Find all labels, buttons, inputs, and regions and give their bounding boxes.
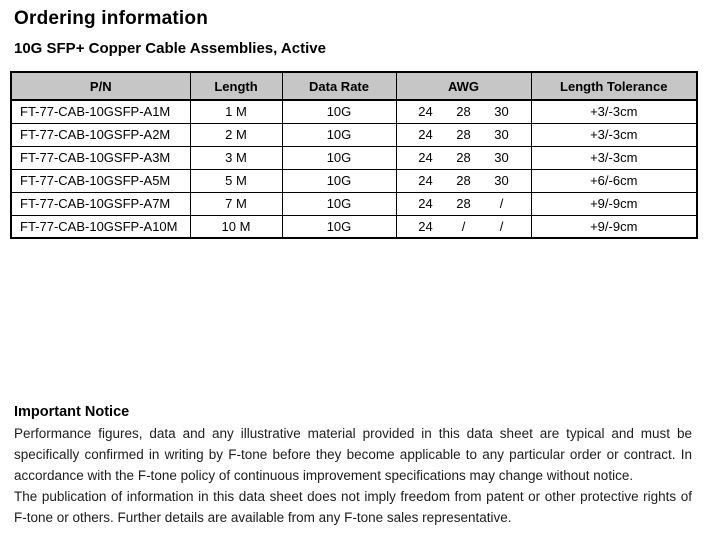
- awg-value: /: [499, 196, 504, 211]
- important-notice-heading: Important Notice: [14, 404, 130, 420]
- length-tolerance-cell: +3/-3cm: [531, 100, 697, 123]
- awg-value: /: [461, 218, 466, 234]
- awg-value: 24: [418, 218, 433, 234]
- pn-cell: FT-77-CAB-10GSFP-A2M: [11, 123, 190, 146]
- page-title: Ordering information: [14, 8, 208, 29]
- length-cell: 3 M: [190, 146, 282, 169]
- length-cell: 10 M: [190, 215, 282, 238]
- col-header-pn: P/N: [11, 72, 190, 100]
- ordering-table-header: [11, 72, 697, 100]
- awg-cell: [396, 100, 531, 123]
- awg-value: 30: [494, 127, 509, 142]
- length-tolerance-cell: +6/-6cm: [531, 169, 697, 192]
- table-row: [11, 169, 697, 192]
- important-notice-section: [14, 404, 692, 528]
- awg-cell: [396, 123, 531, 146]
- col-header-length: Length: [190, 72, 282, 100]
- notice-paragraph: The publication of information in this data sheet does not imply freedom from patent or other protective rights of F-tone or others. Further details are available from any F-tone sales representative.: [14, 489, 692, 525]
- awg-value: 30: [494, 173, 509, 188]
- awg-value: 24: [418, 150, 433, 165]
- data-rate-cell: 10G: [282, 215, 396, 238]
- pn-cell: FT-77-CAB-10GSFP-A10M: [11, 215, 190, 238]
- awg-cell: [396, 192, 531, 215]
- pn-cell: FT-77-CAB-10GSFP-A3M: [11, 146, 190, 169]
- awg-value: 30: [494, 104, 509, 120]
- awg-value: 24: [418, 196, 433, 211]
- table-row: [11, 146, 697, 169]
- table-row: [11, 123, 697, 146]
- table-row: [11, 215, 697, 238]
- length-cell: 1 M: [190, 100, 282, 123]
- data-rate-cell: 10G: [282, 169, 396, 192]
- awg-value: 28: [456, 104, 471, 120]
- length-cell: 7 M: [190, 192, 282, 215]
- awg-cell: [396, 169, 531, 192]
- length-tolerance-cell: +9/-9cm: [531, 215, 697, 238]
- ordering-table-body: [11, 100, 697, 238]
- awg-value: 28: [456, 150, 471, 165]
- col-header-length-tolerance: Length Tolerance: [531, 72, 697, 100]
- pn-cell: FT-77-CAB-10GSFP-A1M: [11, 100, 190, 123]
- pn-cell: FT-77-CAB-10GSFP-A7M: [11, 192, 190, 215]
- table-row: [11, 192, 697, 215]
- awg-value: 28: [456, 173, 471, 188]
- awg-value: 24: [418, 104, 433, 120]
- length-tolerance-cell: +3/-3cm: [531, 123, 697, 146]
- awg-cell: [396, 215, 531, 238]
- length-tolerance-cell: +3/-3cm: [531, 146, 697, 169]
- section-subtitle: 10G SFP+ Copper Cable Assemblies, Active: [14, 40, 326, 57]
- data-rate-cell: 10G: [282, 100, 396, 123]
- awg-cell: [396, 146, 531, 169]
- length-cell: 5 M: [190, 169, 282, 192]
- awg-value: /: [499, 218, 504, 234]
- header-row: [11, 72, 697, 100]
- notice-paragraph: Performance figures, data and any illustrative material provided in this data sheet are typical and must be specifically confirmed in writing by F-tone before they become applicable to any particular order or contract. In accordance with the F-tone policy of continuous improvement specifications may change without notice.: [14, 426, 692, 483]
- length-tolerance-cell: +9/-9cm: [531, 192, 697, 215]
- awg-value: 28: [456, 196, 471, 211]
- data-rate-cell: 10G: [282, 123, 396, 146]
- pn-cell: FT-77-CAB-10GSFP-A5M: [11, 169, 190, 192]
- data-rate-cell: 10G: [282, 192, 396, 215]
- col-header-data-rate: Data Rate: [282, 72, 396, 100]
- ordering-table: [10, 71, 698, 239]
- awg-value: 24: [418, 127, 433, 142]
- data-rate-cell: 10G: [282, 146, 396, 169]
- col-header-awg: AWG: [396, 72, 531, 100]
- awg-value: 24: [418, 173, 433, 188]
- awg-value: 30: [494, 150, 509, 165]
- table-row: [11, 100, 697, 123]
- length-cell: 2 M: [190, 123, 282, 146]
- awg-value: 28: [456, 127, 471, 142]
